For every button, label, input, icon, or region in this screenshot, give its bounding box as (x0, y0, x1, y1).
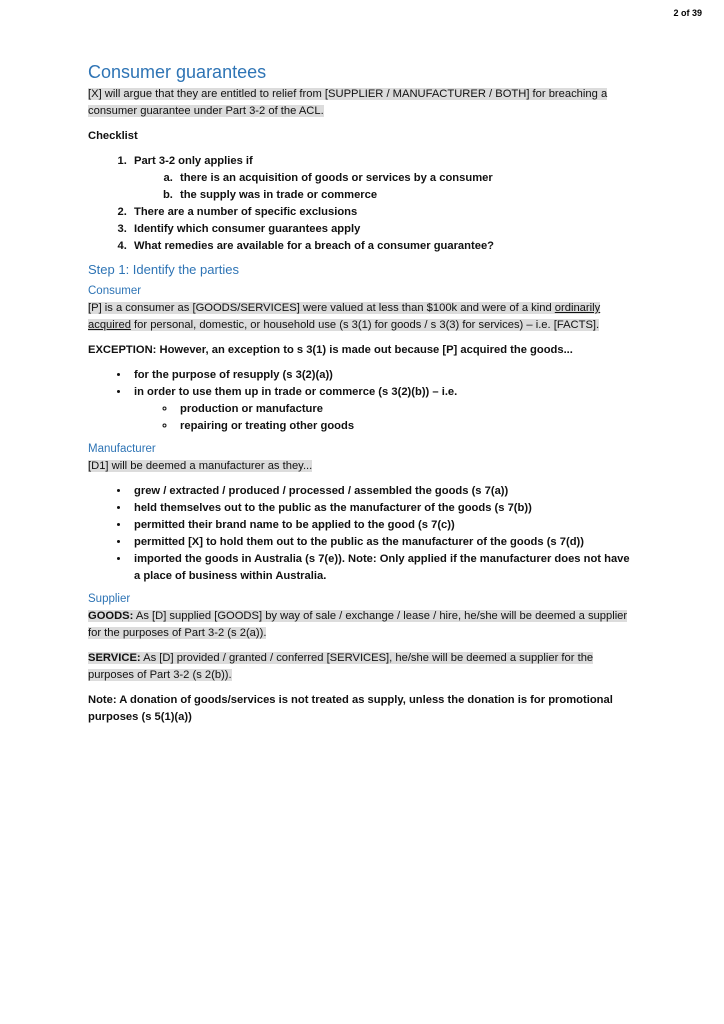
checklist-item (130, 153, 636, 204)
page-number: 2 of 39 (673, 8, 702, 18)
supplier-heading: Supplier (88, 593, 131, 605)
exception-paragraph: EXCEPTION: However, an exception to s 3(1) is made out because [P] acquired the goods... (88, 344, 573, 356)
checklist-subitem: a. there is an acquisition of goods or services by a consumer (176, 170, 636, 187)
service-label: SERVICE: (88, 652, 141, 664)
supplier-service-text (88, 652, 593, 681)
goods-label: GOODS: (88, 610, 134, 622)
manufacturer-heading: Manufacturer (88, 443, 156, 455)
manufacturer-item: • held themselves out to the public as the manufacturer of the goods (s 7(b)) (130, 500, 636, 517)
step1-heading: Step 1: Identify the parties (88, 262, 240, 277)
exception-item (130, 384, 636, 435)
checklist-subitem: b. the supply was in trade or commerce (176, 187, 636, 204)
checklist-item: 2. There are a number of specific exclusions (130, 204, 636, 221)
checklist-heading: Checklist (88, 130, 138, 142)
manufacturer-item: • permitted their brand name to be applied to the good (s 7(c)) (130, 517, 636, 534)
consumer-text-underlined: ordinarily acquired (88, 302, 601, 331)
supplier-note: Note: A donation of goods/services is not treated as supply, unless the donation is for promotional purposes (s 5(1)(a)) (88, 694, 613, 723)
document-body (88, 60, 636, 734)
manufacturer-intro-paragraph (88, 458, 636, 475)
checklist-item: 4. What remedies are available for a breach of a consumer guarantee? (130, 238, 636, 255)
checklist (88, 153, 636, 255)
supplier-service-paragraph (88, 650, 636, 684)
goods-text: As [D] supplied [GOODS] by way of sale / exchange / lease / hire, he/she will be deemed a supplier for the purposes of Part 3-2 (s 2(a)). (88, 610, 628, 639)
manufacturer-list (88, 483, 636, 585)
exception-item-text: in order to use them up in trade or commerce (s 3(2)(b)) – i.e. (134, 386, 458, 398)
manufacturer-intro: [D1] will be deemed a manufacturer as they... (88, 460, 313, 472)
checklist-sublist (134, 170, 636, 204)
intro-text: [X] will argue that they are entitled to relief from [SUPPLIER / MANUFACTURER / BOTH] for breaching a consumer guarantee under Part 3-2 of the ACL. (88, 88, 608, 117)
intro-paragraph (88, 86, 636, 120)
consumer-text-a: [P] is a consumer as [GOODS/SERVICES] were valued at less than $100k and were of a kind (88, 302, 555, 314)
manufacturer-item: • grew / extracted / produced / processed / assembled the goods (s 7(a)) (130, 483, 636, 500)
service-text: As [D] provided / granted / conferred [SERVICES], he/she will be deemed a supplier for the purposes of Part 3-2 (s 2(b)). (88, 652, 594, 681)
exception-subitem: ◦ repairing or treating other goods (176, 418, 636, 435)
exception-subitem: ◦ production or manufacture (176, 401, 636, 418)
exception-list (88, 367, 636, 435)
checklist-item: 3. Identify which consumer guarantees apply (130, 221, 636, 238)
consumer-text (88, 302, 600, 331)
exception-sublist (134, 401, 636, 435)
manufacturer-item: • imported the goods in Australia (s 7(e)). Note: Only applied if the manufacturer does not have a place of business within Australia. (130, 551, 636, 585)
supplier-goods-paragraph (88, 608, 636, 642)
checklist-item-text: Part 3-2 only applies if (134, 155, 253, 167)
manufacturer-item: • permitted [X] to hold them out to the public as the manufacturer of the goods (s 7(d)) (130, 534, 636, 551)
exception-item: • for the purpose of resupply (s 3(2)(a)) (130, 367, 636, 384)
supplier-goods-text (88, 610, 627, 639)
consumer-paragraph (88, 300, 636, 334)
consumer-heading: Consumer (88, 285, 142, 297)
consumer-text-b: for personal, domestic, or household use (s 3(1) for goods / s 3(3) for services) – i.e. [FACTS]. (130, 319, 600, 331)
page-title: Consumer guarantees (88, 62, 267, 82)
